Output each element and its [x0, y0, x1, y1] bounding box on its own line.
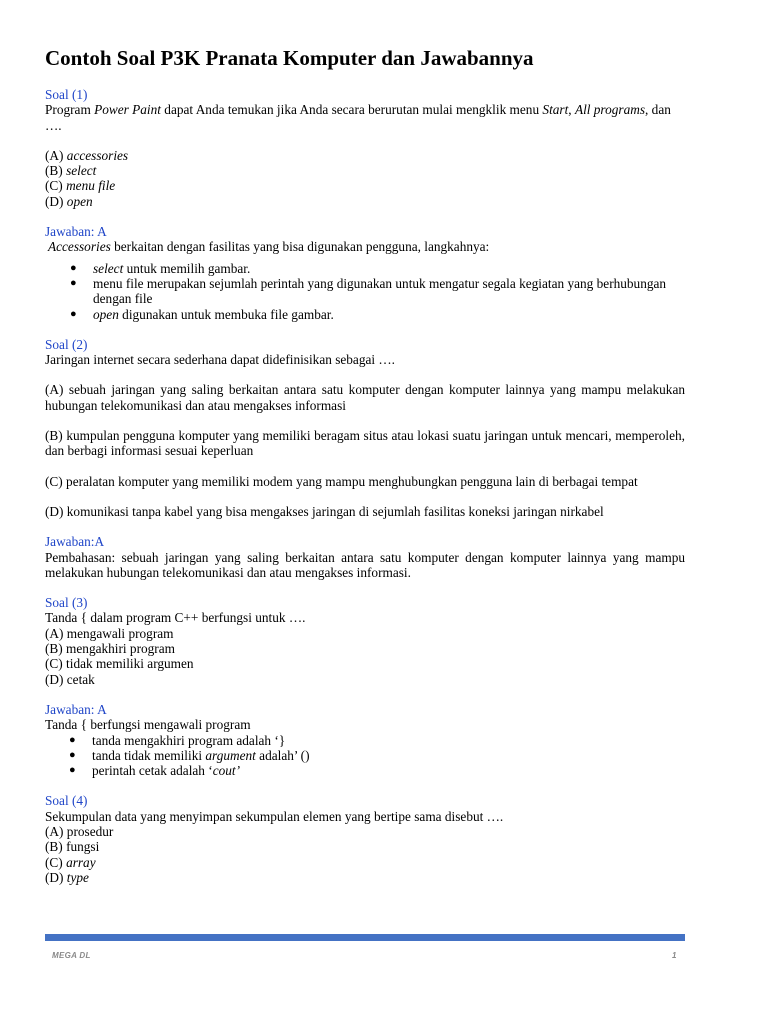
question-3	[45, 595, 685, 778]
bullet-list	[45, 261, 685, 322]
option-item	[45, 839, 685, 854]
text-run: Program	[45, 102, 95, 118]
text-run: select	[93, 260, 124, 276]
answer-explanation	[45, 239, 685, 254]
text-run: , dan ….	[45, 102, 671, 133]
option-a: (A) mengawali program	[45, 625, 174, 641]
option-c: (C) tidak memiliki argumen	[45, 656, 194, 672]
option-b: (B) mengakhiri program	[45, 641, 175, 657]
text-run: open	[93, 306, 119, 322]
text-run: argument	[205, 747, 256, 763]
question-4	[45, 793, 685, 885]
text-run: berkaitan dengan fasilitas yang bisa digunakan pengguna, langkahnya:	[110, 239, 490, 255]
bullet-item	[45, 763, 685, 778]
option-item	[45, 870, 685, 885]
bullet-list	[45, 733, 685, 779]
question-1	[45, 87, 685, 322]
page-title: Contoh Soal P3K Pranata Komputer dan Jawabannya	[45, 46, 534, 70]
answer-label: Jawaban: A	[45, 701, 107, 717]
question-label: Soal (2)	[45, 336, 88, 352]
text-run: adalah’ ()	[255, 747, 310, 763]
text-run: tanda tidak memiliki	[92, 747, 206, 763]
question-text: Tanda { dalam program C++ berfungsi untuk ….	[45, 610, 306, 626]
question-label: Soal (1)	[45, 87, 88, 102]
bullet-icon: ●	[69, 748, 76, 761]
bullet-icon: ●	[70, 307, 77, 320]
answer-explanation: Pembahasan: sebuah jaringan yang saling berkaitan antara satu komputer dengan komputer lainnya yang mampu melakukan hubungan telekomunikasi dan atau mengakses informasi.	[45, 549, 685, 580]
text-run: All programs	[574, 102, 646, 118]
option-letter: (A)	[45, 147, 67, 163]
option-letter: (A)	[45, 823, 67, 839]
option-text: select	[66, 163, 97, 179]
text-run: ,	[568, 102, 575, 118]
options-list	[45, 148, 685, 209]
option-item	[45, 163, 685, 178]
text-run: perintah cetak adalah ‘	[92, 763, 213, 779]
option-c: (C) peralatan komputer yang memiliki modem yang mampu menghubungkan pengguna lain di berbagai tempat	[45, 473, 638, 489]
bullet-item	[45, 276, 685, 307]
text-run: tanda mengakhiri program adalah ‘}	[92, 732, 286, 748]
question-label: Soal (4)	[45, 793, 88, 809]
answer-label: Jawaban:A	[45, 534, 105, 550]
document-page	[45, 45, 685, 885]
bullet-item	[45, 748, 685, 763]
question-label: Soal (3)	[45, 595, 88, 611]
option-text: open	[66, 193, 93, 209]
bullet-icon: ●	[70, 261, 77, 274]
footer-divider	[45, 934, 685, 941]
question-text: Jaringan internet secara sederhana dapat didefinisikan sebagai ….	[45, 352, 396, 368]
option-d: (D) komunikasi tanpa kabel yang bisa mengakses jaringan di sejumlah fasilitas koneksi jaringan nirkabel	[45, 503, 604, 519]
option-item	[45, 855, 685, 870]
option-letter: (D)	[45, 869, 67, 885]
footer-author: MEGA DL	[52, 951, 91, 960]
bullet-icon: ●	[69, 733, 76, 746]
bullet-item	[45, 307, 685, 322]
option-b: (B) kumpulan pengguna komputer yang memiliki beragam situs atau lokasi suatu jaringan untuk mencari, memperoleh, dan berbagi informasi sesuai keperluan	[45, 428, 685, 459]
text-run: Start	[542, 102, 569, 118]
option-text: fungsi	[66, 839, 100, 855]
option-letter: (B)	[45, 839, 67, 855]
question-text	[45, 102, 685, 133]
bullet-item	[45, 261, 685, 276]
option-item	[45, 148, 685, 163]
option-letter: (C)	[45, 854, 67, 870]
answer-label: Jawaban: A	[45, 224, 107, 240]
text-run: dapat Anda temukan jika Anda secara berurutan mulai mengklik menu	[160, 102, 543, 118]
text-run: digunakan untuk membuka file gambar.	[118, 306, 334, 322]
option-item	[45, 178, 685, 193]
text-run: menu file merupakan sejumlah perintah yang digunakan untuk mengatur segala kegiatan yang berhubungan dengan file	[93, 275, 667, 307]
option-text: menu file	[66, 178, 116, 194]
option-item	[45, 194, 685, 209]
bullet-item	[45, 733, 685, 748]
text-run: Accessories	[48, 239, 111, 255]
question-2	[45, 337, 685, 580]
option-letter: (B)	[45, 163, 67, 179]
option-item	[45, 824, 685, 839]
question-text: Sekumpulan data yang menyimpan sekumpulan elemen yang bertipe sama disebut ….	[45, 808, 504, 824]
options-list	[45, 824, 685, 885]
option-letter: (D)	[45, 193, 67, 209]
text-run: untuk memilih gambar.	[123, 260, 251, 276]
option-text: prosedur	[66, 823, 114, 839]
option-letter: (C)	[45, 178, 67, 194]
bullet-icon: ●	[69, 764, 76, 777]
text-run: cout’	[212, 763, 241, 779]
page-number: 1	[672, 951, 677, 960]
option-d: (D) cetak	[45, 671, 95, 687]
option-text: accessories	[66, 147, 129, 163]
option-a: (A) sebuah jaringan yang saling berkaitan antara satu komputer dengan komputer lainnya yang mampu melakukan hubungan telekomunikasi dan atau mengakses informasi	[45, 382, 685, 413]
text-run: Power Paint	[94, 102, 161, 118]
option-text: type	[66, 869, 89, 885]
bullet-icon: ●	[70, 276, 77, 289]
option-text: array	[66, 854, 96, 870]
answer-explanation: Tanda { berfungsi mengawali program	[45, 717, 251, 733]
